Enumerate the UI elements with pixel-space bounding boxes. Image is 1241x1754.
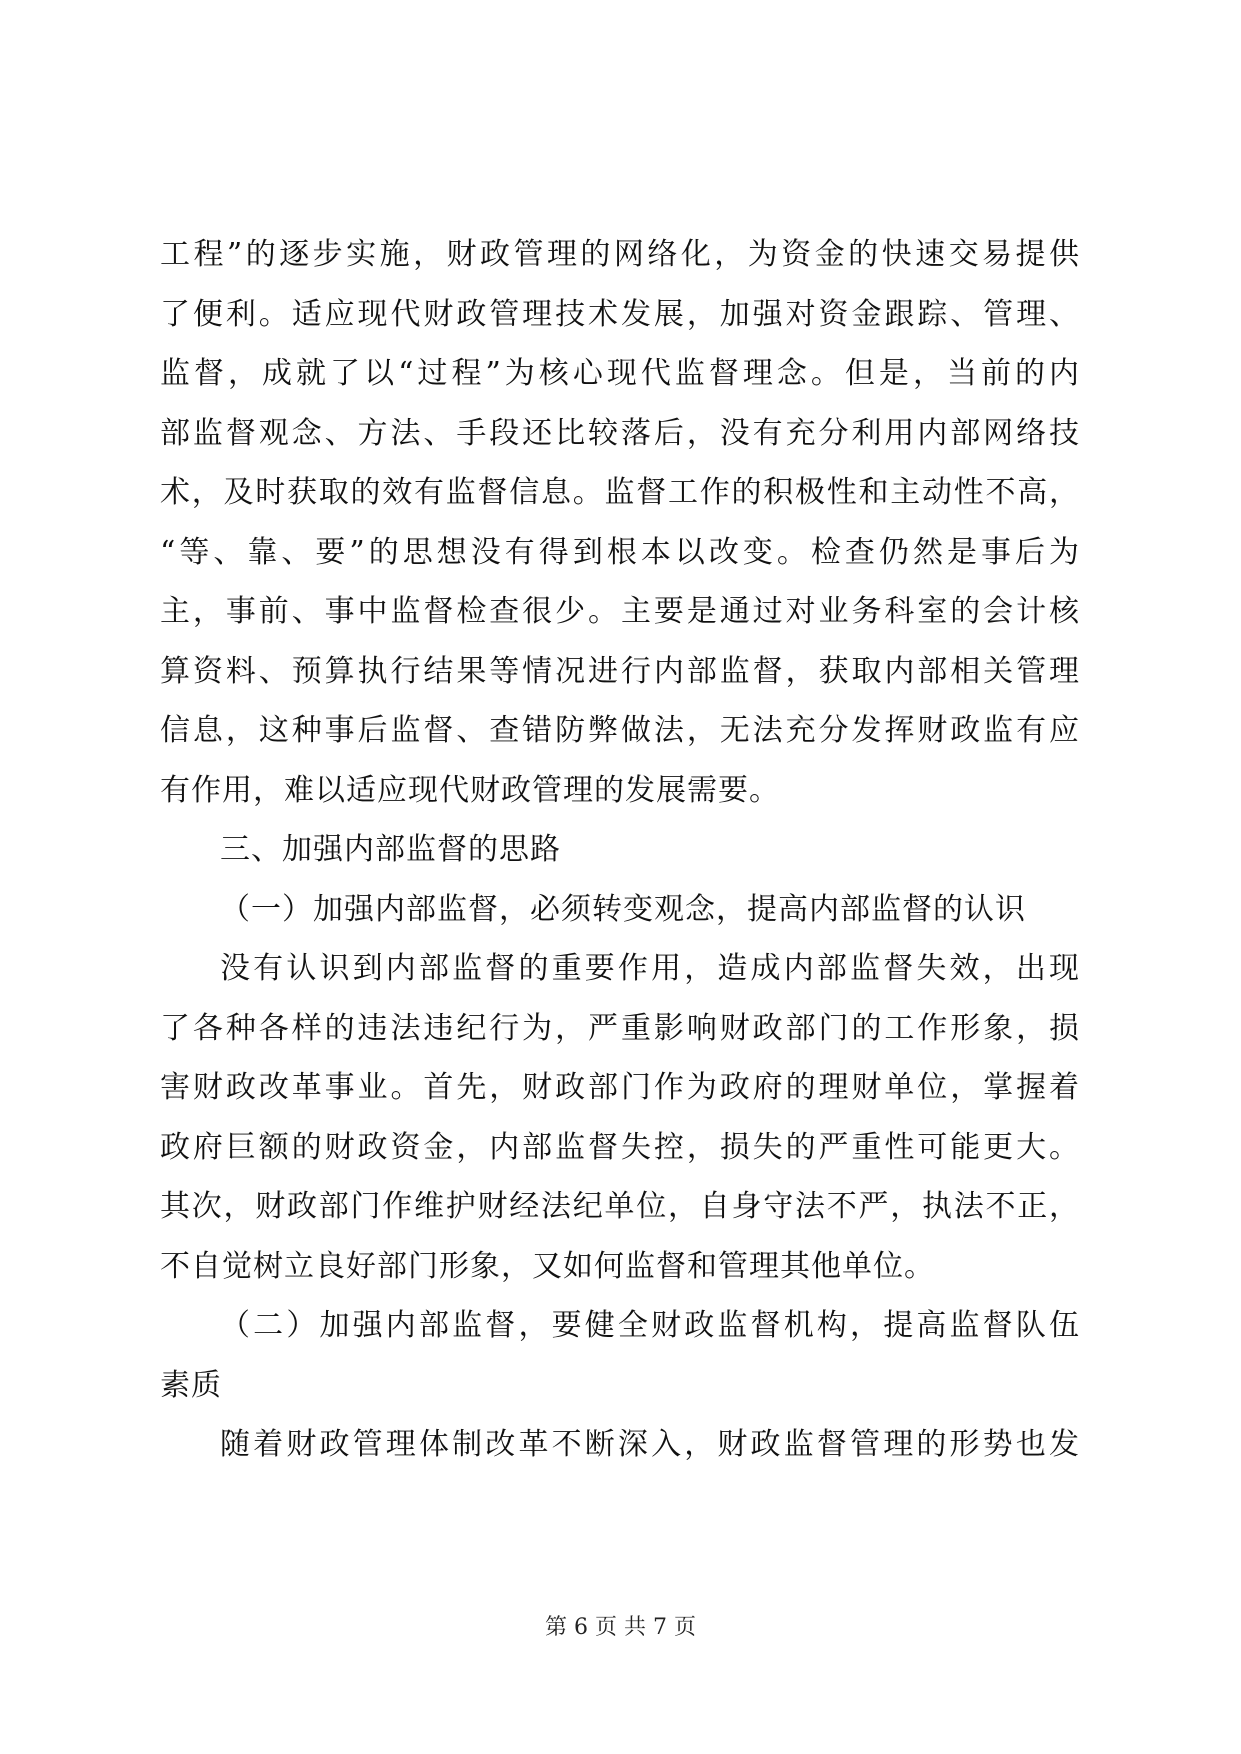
section-heading-3 — [160, 820, 1080, 880]
text-line: 监督，成就了以“过程”为核心现代监督理念。但是，当前的内 — [160, 356, 1080, 391]
paragraph-2 — [160, 939, 1080, 1296]
text-line: 随着财政管理体制改革不断深入，财政监督管理的形势也发 — [220, 1427, 1080, 1462]
text-line: 信息，这种事后监督、查错防弊做法，无法充分发挥财政监有应 — [160, 713, 1080, 748]
subheading-text: （二）加强内部监督，要健全财政监督机构，提高监督队伍 — [220, 1308, 1080, 1343]
text-line: 工程”的逐步实施，财政管理的网络化，为资金的快速交易提供 — [160, 237, 1080, 272]
text-line: 了便利。适应现代财政管理技术发展，加强对资金跟踪、管理、 — [160, 296, 1080, 332]
heading-text: 三、加强内部监督的思路 — [220, 832, 561, 867]
text-line: 术，及时获取的效有监督信息。监督工作的积极性和主动性不高， — [160, 475, 1080, 510]
text-line: 害财政改革事业。首先，财政部门作为政府的理财单位，掌握着 — [160, 1070, 1080, 1105]
text-line: 有作用，难以适应现代财政管理的发展需要。 — [160, 772, 780, 808]
text-line: “等、靠、要”的思想没有得到根本以改变。检查仍然是事后为 — [160, 534, 1080, 570]
text-line: 了各种各样的违法违纪行为，严重影响财政部门的工作形象，损 — [160, 1010, 1080, 1046]
subheading-1 — [160, 880, 1080, 940]
document-body — [160, 225, 1080, 1475]
subheading-2 — [160, 1296, 1080, 1415]
subheading-text: 素质 — [160, 1367, 222, 1403]
page-number-label: 第 6 页 共 7 页 — [545, 1615, 696, 1640]
text-line: 其次，财政部门作维护财经法纪单位，自身守法不严，执法不正， — [160, 1189, 1080, 1224]
text-line: 没有认识到内部监督的重要作用，造成内部监督失效，出现 — [220, 951, 1080, 986]
text-line: 不自觉树立良好部门形象，又如何监督和管理其他单位。 — [160, 1248, 935, 1284]
text-line: 政府巨额的财政资金，内部监督失控，损失的严重性可能更大。 — [160, 1129, 1080, 1165]
text-line: 算资料、预算执行结果等情况进行内部监督，获取内部相关管理 — [160, 653, 1080, 689]
text-line: 部监督观念、方法、手段还比较落后，没有充分利用内部网络技 — [160, 415, 1080, 451]
page-footer — [0, 1610, 1241, 1641]
paragraph-3 — [160, 1415, 1080, 1475]
text-line: 主，事前、事中监督检查很少。主要是通过对业务科室的会计核 — [160, 594, 1080, 629]
paragraph-1 — [160, 225, 1080, 820]
subheading-text: （一）加强内部监督，必须转变观念，提高内部监督的认识 — [220, 891, 1026, 927]
